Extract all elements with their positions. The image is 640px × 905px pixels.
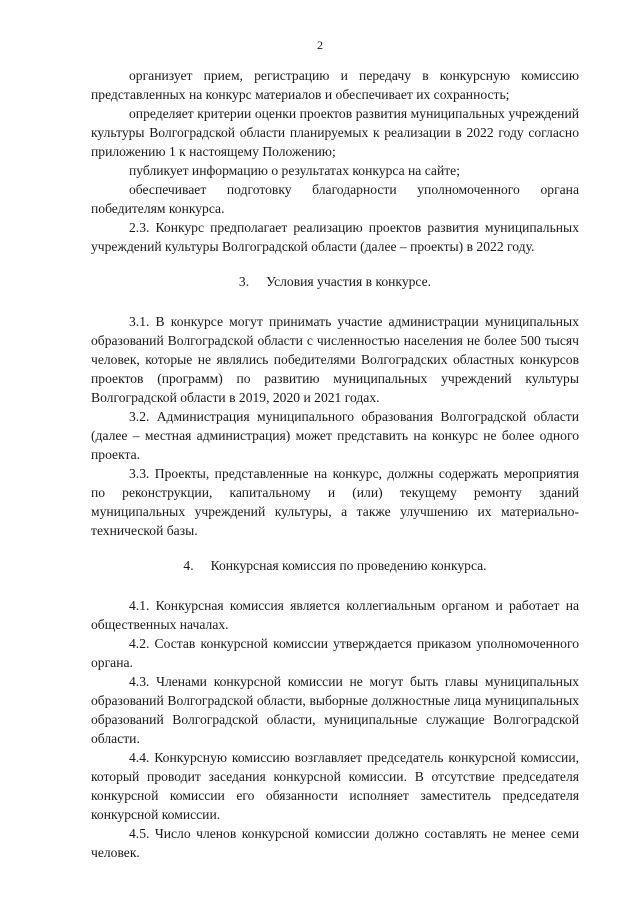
paragraph: публикует информацию о результатах конкурса на сайте; bbox=[129, 163, 460, 178]
paragraph: 3.3. Проекты, представленные на конкурс, должны содержать мероприятия по реконструкции, капитальному и (или) текущему ремонту зданий муниципальных учреждений культуры, а также улучшению их материально-технической базы. bbox=[91, 466, 579, 538]
paragraph: 4.2. Состав конкурсной комиссии утверждается приказом уполномоченного органа. bbox=[91, 636, 579, 670]
page-number: 2 bbox=[317, 38, 323, 52]
paragraph: 4.1. Конкурсная комиссия является коллегиальным органом и работает на общественных началах. bbox=[91, 598, 579, 632]
paragraph: 3.2. Администрация муниципального образования Волгоградской области (далее – местная администрация) может представить на конкурс не более одного проекта. bbox=[91, 409, 579, 462]
paragraph: 4.4. Конкурсную комиссию возглавляет председатель конкурсной комиссии, который проводит заседания конкурсной комиссии. В отсутствие председателя конкурсной комиссии его обязанности исполняет заместитель председателя конкурсной комиссии. bbox=[91, 750, 579, 822]
document-body bbox=[91, 66, 579, 862]
section-4-heading: 4. Конкурсная комиссия по проведению конкурса. bbox=[183, 558, 487, 573]
paragraph: определяет критерии оценки проектов развития муниципальных учреждений культуры Волгоградской области планируемых к реализации в 2022 году согласно приложению 1 к настоящему Положению; bbox=[91, 106, 579, 159]
paragraph: 4.3. Членами конкурсной комиссии не могут быть главы муниципальных образований Волгоградской области, выборные должностные лица муниципальных образований Волгоградской области, муниципальные служащие Волгоградской области. bbox=[91, 674, 579, 746]
paragraph: 2.3. Конкурс предполагает реализацию проектов развития муниципальных учреждений культуры Волгоградской области (далее – проекты) в 2022 году. bbox=[91, 220, 579, 254]
paragraph: обеспечивает подготовку благодарности уполномоченного органа победителям конкурса. bbox=[91, 182, 579, 216]
paragraph: 3.1. В конкурсе могут принимать участие администрации муниципальных образований Волгоградской области с численностью населения не более 500 тысяч человек, которые не являлись победителями Волгоградских областных конкурсов проектов (программ) по развитию муниципальных учреждений культуры Волгоградской области в 2019, 2020 и 2021 годах. bbox=[91, 314, 579, 405]
paragraph: организует прием, регистрацию и передачу в конкурсную комиссию представленных на конкурс материалов и обеспечивает их сохранность; bbox=[91, 68, 579, 102]
section-3-heading: 3. Условия участия в конкурсе. bbox=[238, 274, 432, 289]
paragraph: 4.5. Число членов конкурсной комиссии должно составлять не менее семи человек. bbox=[91, 826, 579, 860]
